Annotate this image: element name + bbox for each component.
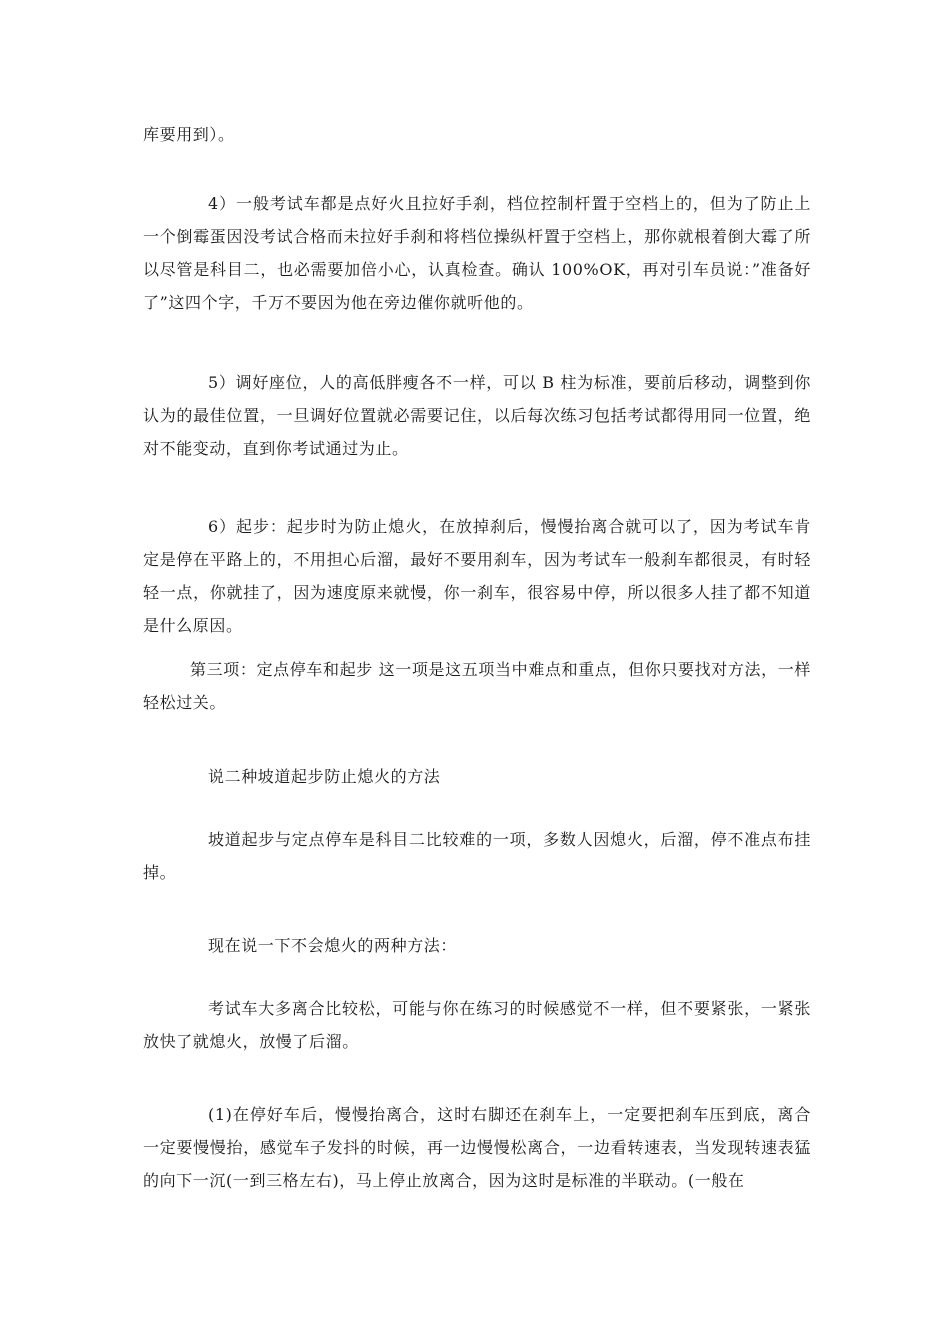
paragraph-5: 第三项：定点停车和起步 这一项是这五项当中难点和重点，但你只要找对方法，一样轻松过关。 xyxy=(143,660,811,712)
paragraph-10: (1)在停好车后，慢慢抬离合，这时右脚还在刹车上，一定要把刹车压到底，离合一定要慢慢抬，感觉车子发抖的时候，再一边慢慢松离合，一边看转速表，当发现转速表猛的向下一沉(一到三格左右)，马上停止放离合，因为这时是标准的半联动。(一般在 xyxy=(143,1105,811,1190)
paragraph-1: 库要用到）。 xyxy=(143,125,235,144)
paragraph-2: 4）一般考试车都是点好火且拉好手刹，档位控制杆置于空档上的，但为了防止上一个倒霉蛋因没考试合格而未拉好手刹和将档位操纵杆置于空档上，那你就根着倒大霉了所以尽管是科目二，也必需要加倍小心，认真检查。确认 100%OK，再对引车员说：”准备好了”这四个字，千万不要因为他在旁边催你就听他的。 xyxy=(143,194,811,312)
paragraph-9: 考试车大多离合比较松，可能与你在练习的时候感觉不一样，但不要紧张，一紧张放快了就熄火，放慢了后溜。 xyxy=(143,999,811,1051)
paragraph-3: 5）调好座位，人的高低胖瘦各不一样，可以 B 柱为标准，要前后移动，调整到你认为的最佳位置，一旦调好位置就必需要记住，以后每次练习包括考试都得用同一位置，绝对不能变动，直到你考试通过为止。 xyxy=(143,373,811,458)
paragraph-7: 坡道起步与定点停车是科目二比较难的一项，多数人因熄火，后溜，停不准点布挂掉。 xyxy=(143,830,811,882)
paragraph-4: 6）起步：起步时为防止熄火，在放掉刹后，慢慢抬离合就可以了，因为考试车肯定是停在平路上的，不用担心后溜，最好不要用刹车，因为考试车一般刹车都很灵，有时轻轻一点，你就挂了，因为速度原来就慢，你一刹车，很容易中停，所以很多人挂了都不知道是什么原因。 xyxy=(143,517,811,635)
paragraph-6: 说二种坡道起步防止熄火的方法 xyxy=(208,767,441,786)
paragraph-8: 现在说一下不会熄火的两种方法： xyxy=(208,936,458,955)
